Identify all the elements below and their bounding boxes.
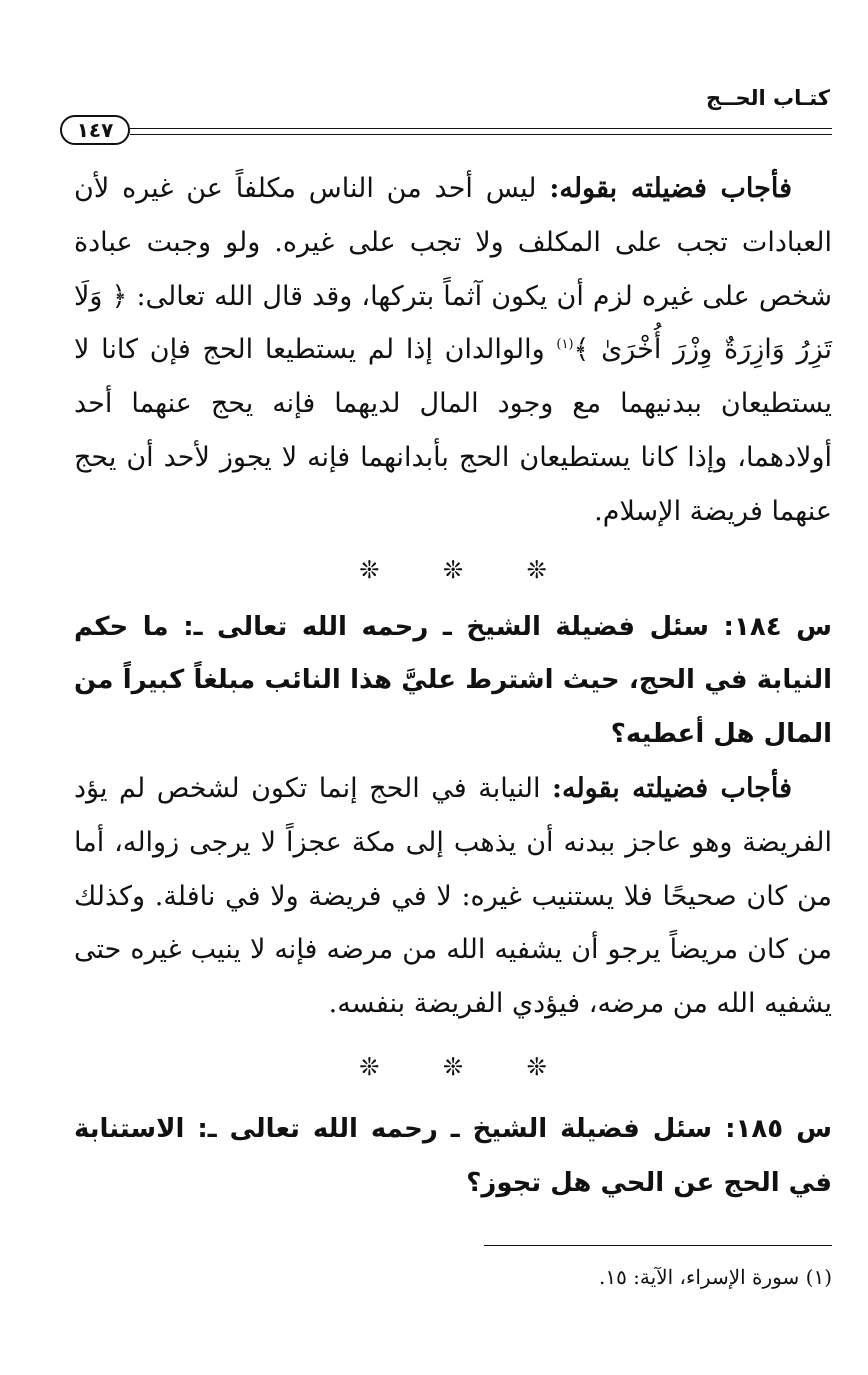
question-number: س ١٨٥: <box>725 1113 832 1144</box>
main-text <box>74 162 832 1211</box>
footnote-1: (١) سورة الإسراء، الآية: ١٥. <box>598 1265 832 1289</box>
answer-lead: فأجاب فضيلته بقوله: <box>552 772 792 804</box>
answer-paragraph-184 <box>74 762 832 1031</box>
footnote-divider <box>484 1245 832 1246</box>
question-number: س ١٨٤: <box>723 611 832 642</box>
question-184 <box>74 601 832 762</box>
section-separator: ❊ ❊ ❊ <box>359 1052 575 1081</box>
section-separator: ❊ ❊ ❊ <box>359 555 575 584</box>
answer-paragraph-1 <box>74 162 832 539</box>
footnote-reference: (١) <box>556 337 574 353</box>
page-number-badge: ١٤٧ <box>60 115 130 145</box>
answer-text-continued: والوالدان إذا لم يستطيعا الحج فإن كانا لا يستطيعان ببدنيهما مع وجود المال لديهما فإنه يحج عنهما أحد أولادهما، وإذا كانا يستطيعان الحج بأبدانهما فإنه لا يجوز لأحد أن يحج عنهما فريضة الإسلام. <box>74 334 833 527</box>
question-text: سئل فضيلة الشيخ ـ رحمه الله تعالى ـ: الاستنابة في الحج عن الحي هل تجوز؟ <box>74 1113 832 1198</box>
running-header: كتـاب الحــج <box>706 86 830 110</box>
header-double-rule <box>130 128 832 135</box>
question-185 <box>74 1103 832 1211</box>
quran-verse: ﴿ وَلَا تَزِرُ وَازِرَةٌ وِزْرَ أُخْرَىٰ ﴾ <box>74 280 832 366</box>
question-text: سئل فضيلة الشيخ ـ رحمه الله تعالى ـ: ما حكم النيابة في الحج، حيث اشترط عليَّ هذا النائب مبلغاً كبيراً من المال هل أعطيه؟ <box>74 611 832 750</box>
answer-lead: فأجاب فضيلته بقوله: <box>549 173 792 204</box>
answer-text: ليس أحد من الناس مكلفاً عن غيره لأن العبادات تجب على المكلف ولا تجب على غيره. ولو وجبت عبادة شخص على غيره لزم أن يكون آثماً بتركها، وقد قال الله تعالى: <box>74 173 832 312</box>
answer-text: النيابة في الحج إنما تكون لشخص لم يؤد الفريضة وهو عاجز ببدنه أن يذهب إلى مكة عجزاً لا يرجى زواله، أما من كان صحيحًا فلا يستنيب غيره: لا في فريضة ولا في نافلة. وكذلك من كان مريضاً يرجو أن يشفيه الله من مرضه فإنه لا ينيب غيره حتى يشفيه الله من مرضه، فيؤدي الفريضة بنفسه. <box>74 772 832 1020</box>
